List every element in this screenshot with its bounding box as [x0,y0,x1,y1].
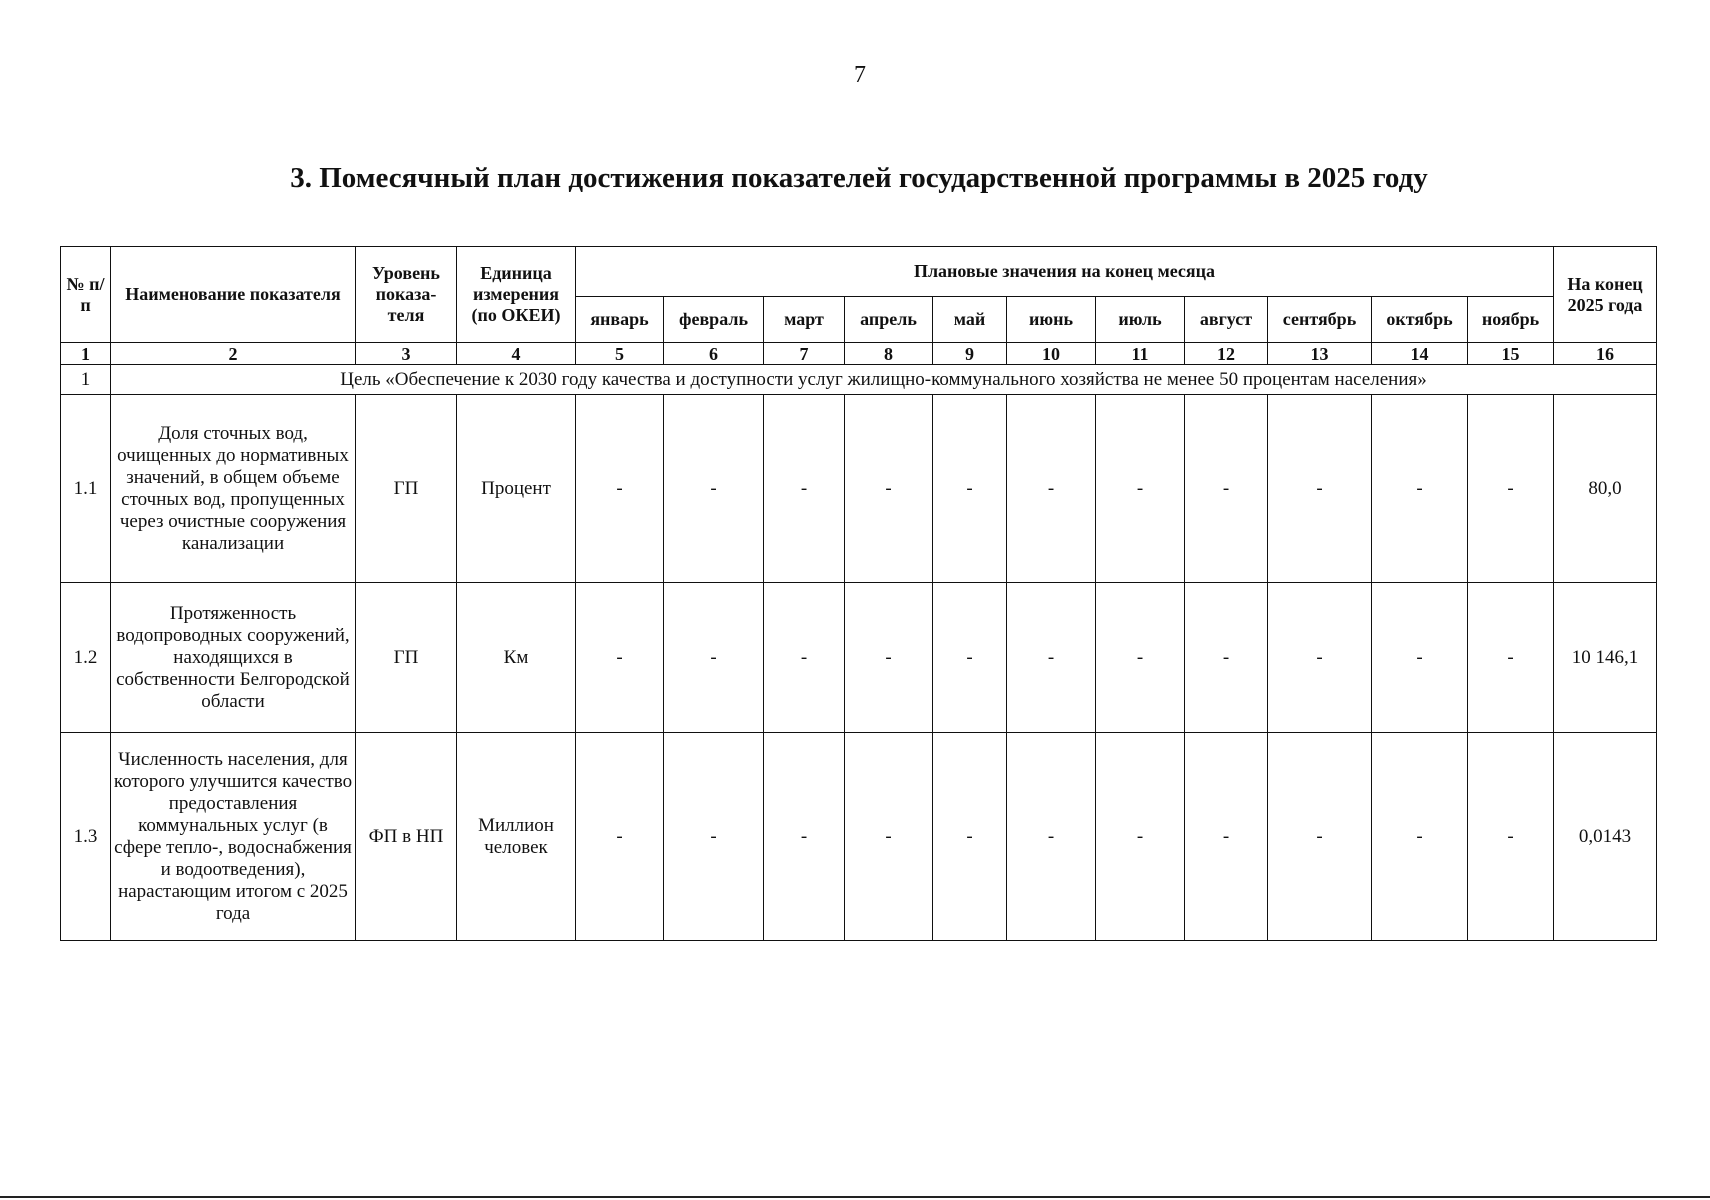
header-num: № п/п [61,247,111,343]
column-number: 4 [457,343,576,365]
month-value: - [845,583,933,733]
column-number: 16 [1554,343,1657,365]
column-number: 13 [1268,343,1372,365]
month-value: - [1007,583,1096,733]
header-planned-values: Плановые значения на конец месяца [576,247,1554,297]
month-value: - [1096,583,1185,733]
month-value: - [1185,583,1268,733]
header-month: апрель [845,297,933,343]
month-value: - [1372,733,1468,941]
header-month: август [1185,297,1268,343]
indicator-unit: Км [457,583,576,733]
monthly-plan-table [60,246,1657,941]
month-value: - [1372,583,1468,733]
indicator-name: Протяженность водопроводных сооружений, находящихся в собственности Белгородской области [111,583,356,733]
column-number: 5 [576,343,664,365]
column-number: 11 [1096,343,1185,365]
month-value: - [1096,733,1185,941]
indicator-level: ГП [356,395,457,583]
table-row [61,395,1657,583]
indicator-name: Доля сточных вод, очищенных до нормативных значений, в общем объеме сточных вод, пропущенных через очистные сооружения канализации [111,395,356,583]
header-month: ноябрь [1468,297,1554,343]
column-number: 1 [61,343,111,365]
header-month: октябрь [1372,297,1468,343]
header-month: февраль [664,297,764,343]
header-level: Уровень показа-теля [356,247,457,343]
row-num: 1.1 [61,395,111,583]
column-number: 2 [111,343,356,365]
goal-row [61,365,1657,395]
month-value: - [1185,733,1268,941]
table-row [61,583,1657,733]
row-num: 1.3 [61,733,111,941]
row-num: 1.2 [61,583,111,733]
month-value: - [1268,583,1372,733]
column-number: 9 [933,343,1007,365]
indicator-unit: Миллион человек [457,733,576,941]
indicator-level: ГП [356,583,457,733]
month-value: - [845,733,933,941]
month-value: - [664,395,764,583]
header-month: март [764,297,845,343]
header-month: январь [576,297,664,343]
header-month: июль [1096,297,1185,343]
month-value: - [576,733,664,941]
header-unit: Единица измерения (по ОКЕИ) [457,247,576,343]
month-value: - [1185,395,1268,583]
month-value: - [1007,395,1096,583]
end-of-year-value: 80,0 [1554,395,1657,583]
end-of-year-value: 0,0143 [1554,733,1657,941]
header-month: июнь [1007,297,1096,343]
month-value: - [1007,733,1096,941]
month-value: - [933,395,1007,583]
header-month: сентябрь [1268,297,1372,343]
table-row [61,733,1657,941]
month-value: - [1268,733,1372,941]
month-value: - [933,733,1007,941]
indicator-level: ФП в НП [356,733,457,941]
header-month: май [933,297,1007,343]
scan-edge-line [0,1196,1710,1198]
month-value: - [764,583,845,733]
month-value: - [933,583,1007,733]
month-value: - [1268,395,1372,583]
month-value: - [576,395,664,583]
month-value: - [576,583,664,733]
column-number: 10 [1007,343,1096,365]
indicator-name: Численность населения, для которого улучшится качество предоставления коммунальных услуг (в сфере тепло-, водоснабжения и водоотведения), нарастающим итогом с 2025 года [111,733,356,941]
month-value: - [664,733,764,941]
header-end-of-year: На конец 2025 года [1554,247,1657,343]
column-number: 14 [1372,343,1468,365]
column-number: 7 [764,343,845,365]
indicator-unit: Процент [457,395,576,583]
document-title: 3. Помесячный план достижения показателей государственной программы в 2025 году [290,162,1428,194]
goal-text: Цель «Обеспечение к 2030 году качества и доступности услуг жилищно-коммунального хозяйства не менее 50 процентам населения» [111,365,1657,395]
goal-num: 1 [61,365,111,395]
month-value: - [1096,395,1185,583]
month-value: - [1372,395,1468,583]
month-value: - [1468,395,1554,583]
page-number: 7 [854,62,866,88]
month-value: - [764,733,845,941]
column-number: 15 [1468,343,1554,365]
column-number: 12 [1185,343,1268,365]
month-value: - [845,395,933,583]
end-of-year-value: 10 146,1 [1554,583,1657,733]
header-name: Наименование показателя [111,247,356,343]
month-value: - [764,395,845,583]
month-value: - [1468,733,1554,941]
column-number: 6 [664,343,764,365]
column-number: 3 [356,343,457,365]
month-value: - [1468,583,1554,733]
column-number: 8 [845,343,933,365]
month-value: - [664,583,764,733]
column-numbers-row [61,343,1657,365]
